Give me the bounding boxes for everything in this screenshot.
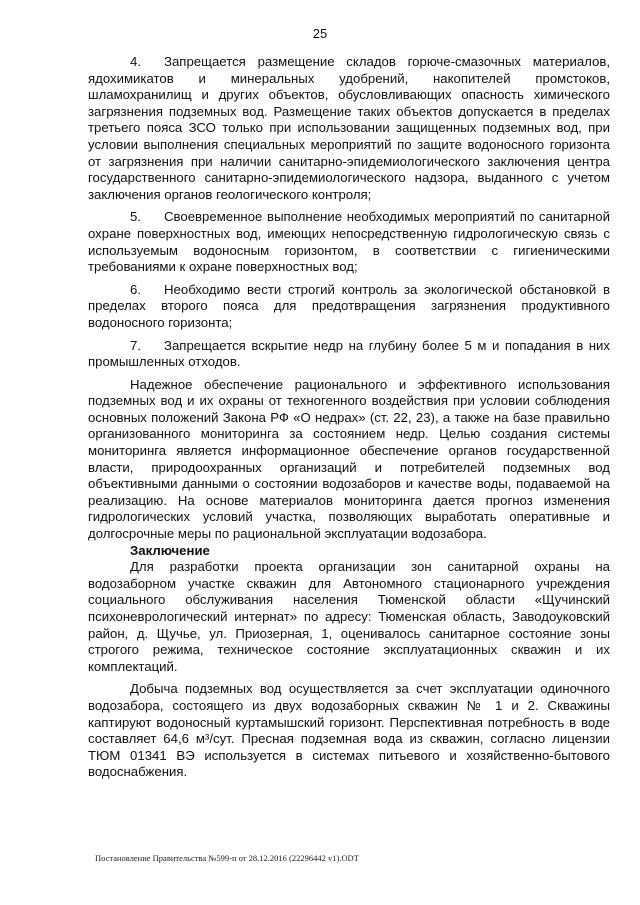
- list-item-number: 6.: [130, 281, 141, 297]
- list-item-5: [88, 209, 610, 275]
- list-item-text: Необходимо вести строгий контроль за экологической обстановкой в пределах второго пояса для предотвращения загрязнения продуктивного водоносного горизонта;: [88, 281, 610, 330]
- list-item-4: [88, 54, 610, 203]
- list-item-number: 7.: [130, 337, 141, 353]
- paragraph-conclusion-1: Для разработки проекта организации зон санитарной охраны на водозаборном участке скважин для Автономного стационарного учреждения социального обслуживания населения Тюменской области «Щучинский психоневрологический интернат» по адресу: Тюменская область, Заводоуковский район, д. Щучье, ул. Приозерная, 1, оценивалось санитарное состояние зоны строгого режима, техническое состояние эксплуатационных скважин и их комплектаций.: [88, 559, 610, 674]
- paragraph-monitoring: Надежное обеспечение рационального и эффективного использования подземных вод и их охраны от техногенного воздействия при условии соблюдения основных положений Закона РФ «О недрах» (ст. 22, 23), а также на базе правильно организованного мониторинга за состоянием недр. Целью создания системы мониторинга является информационное обеспечение органов государственной власти, природоохранных организаций и потребителей подземных вод объективными данными о состоянии водозаборов и качестве воды, подаваемой на реализацию. На основе материалов мониторинга дается прогноз изменения гидрологических условий участка, позволяющих выработать оперативные и долгосрочные меры по рациональной эксплуатации водозабора.: [88, 376, 610, 542]
- section-heading-conclusion: Заключение: [130, 542, 210, 558]
- document-footer: Постановление Правительства №599-п от 28.12.2016 (22296442 v1).ODT: [95, 853, 359, 863]
- page-number: 25: [312, 26, 328, 41]
- list-item-text: Своевременное выполнение необходимых мероприятий по санитарной охране поверхностных вод, имеющих непосредственную гидрологическую связь с используемым водоносным горизонтом, в соответствии с гигиеническими требованиями к охране поверхностных вод;: [88, 209, 610, 275]
- list-item-text: Запрещается размещение складов горюче-смазочных материалов, ядохимикатов и минеральных удобрений, накопителей промстоков, шламохранилищ и других объектов, обусловливающих опасность химического загрязнения подземных вод. Размещение таких объектов допускается в пределах третьего пояса ЗСО только при использовании защищенных подземных вод, при условии выполнения специальных мероприятий по защите водоносного горизонта от загрязнения при наличии санитарно-эпидемиологического заключения центра государственного санитарно-эпидемиологического надзора, выданного с учетом заключения органов геологического контроля;: [88, 54, 610, 202]
- document-body: [88, 54, 610, 781]
- list-item-text: Запрещается вскрытие недр на глубину более 5 м и попадания в них промышленных отходов.: [88, 337, 610, 370]
- list-item-number: 4.: [130, 54, 141, 69]
- list-item-6: [88, 282, 610, 332]
- paragraph-conclusion-2: Добыча подземных вод осуществляется за счет эксплуатации одиночного водозабора, состоящего из двух водозаборных скважин № 1 и 2. Скважины каптируют водоносный куртамышский горизонт. Перспективная потребность в воде составляет 64,6 м³/сут. Пресная подземная вода из скважин, согласно лицензии ТЮМ 01341 ВЭ используется в системах питьевого и хозяйственно-бытового водоснабжения.: [88, 681, 610, 780]
- list-item-7: [88, 338, 610, 371]
- list-item-number: 5.: [130, 209, 141, 225]
